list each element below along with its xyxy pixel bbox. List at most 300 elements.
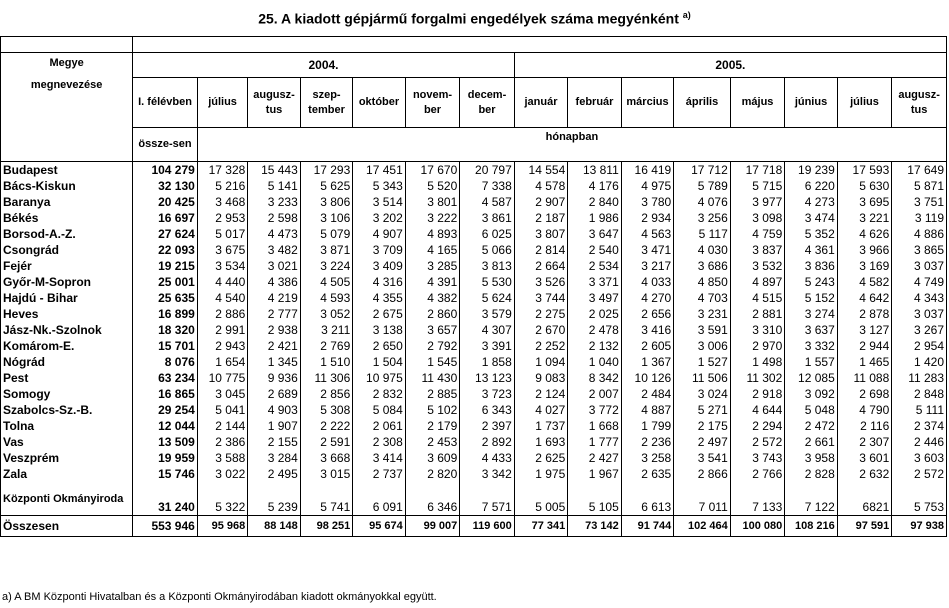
month-value: 4 316 [353, 274, 405, 290]
month-value: 4 361 [785, 242, 837, 258]
table-row [1, 322, 947, 338]
month-value: 2 598 [248, 210, 300, 226]
month-value: 1 737 [514, 418, 568, 434]
first-half-total: 25 635 [133, 290, 198, 306]
header-month: július [197, 78, 247, 128]
month-value: 2 236 [621, 434, 673, 450]
month-value: 4 027 [514, 402, 568, 418]
month-value: 2 664 [514, 258, 568, 274]
month-value: 4 219 [248, 290, 300, 306]
county-name: Bács-Kiskun [1, 178, 133, 194]
month-value: 4 307 [460, 322, 515, 338]
month-value: 3 127 [837, 322, 892, 338]
month-value: 2 661 [785, 434, 837, 450]
month-value: 10 775 [197, 370, 247, 386]
month-value: 73 142 [568, 516, 622, 537]
month-value: 2 792 [405, 338, 460, 354]
month-value: 3 332 [785, 338, 837, 354]
month-value: 3 871 [300, 242, 352, 258]
month-value: 17 649 [892, 162, 947, 179]
month-value: 108 216 [785, 516, 837, 537]
month-value: 5 079 [300, 226, 352, 242]
month-value: 3 657 [405, 322, 460, 338]
county-name: Jász-Nk.-Szolnok [1, 322, 133, 338]
month-value: 3 723 [460, 386, 515, 402]
month-value: 3 603 [892, 450, 947, 466]
county-name: Baranya [1, 194, 133, 210]
first-half-total: 15 746 [133, 466, 198, 482]
first-half-total: 63 234 [133, 370, 198, 386]
county-name: Budapest [1, 162, 133, 179]
month-value: 2 881 [730, 306, 785, 322]
month-value: 1 654 [197, 354, 247, 370]
month-value: 3 861 [460, 210, 515, 226]
month-value: 4 644 [730, 402, 785, 418]
month-value: 10 126 [621, 370, 673, 386]
month-value: 4 563 [621, 226, 673, 242]
month-value: 7 122 [785, 482, 837, 516]
month-value: 3 686 [674, 258, 731, 274]
month-value: 4 975 [621, 178, 673, 194]
month-value: 13 123 [460, 370, 515, 386]
month-value: 20 797 [460, 162, 515, 179]
county-name: Győr-M-Sopron [1, 274, 133, 290]
table-row [1, 434, 947, 450]
table-row [1, 386, 947, 402]
month-value: 5 005 [514, 482, 568, 516]
county-name: Vas [1, 434, 133, 450]
month-value: 4 176 [568, 178, 622, 194]
header-month: október [353, 78, 405, 128]
month-value: 4 386 [248, 274, 300, 290]
table-row [1, 466, 947, 482]
month-value: 2 670 [514, 322, 568, 338]
table-row [1, 370, 947, 386]
month-value: 4 165 [405, 242, 460, 258]
month-value: 4 703 [674, 290, 731, 306]
month-value: 19 239 [785, 162, 837, 179]
month-value: 5 625 [300, 178, 352, 194]
month-value: 5 753 [892, 482, 947, 516]
month-value: 3 119 [892, 210, 947, 226]
first-half-total: 8 076 [133, 354, 198, 370]
month-value: 2 814 [514, 242, 568, 258]
year-2005-header: 2005. [514, 53, 946, 78]
first-half-total: 104 279 [133, 162, 198, 179]
month-value: 4 642 [837, 290, 892, 306]
table-row [1, 402, 947, 418]
month-value: 7 133 [730, 482, 785, 516]
month-value: 3 474 [785, 210, 837, 226]
month-value: 16 419 [621, 162, 673, 179]
table-title [0, 0, 949, 36]
month-value: 3 021 [248, 258, 300, 274]
month-value: 3 037 [892, 306, 947, 322]
month-value: 119 600 [460, 516, 515, 537]
month-value: 17 712 [674, 162, 731, 179]
month-value: 1 040 [568, 354, 622, 370]
month-value: 3 695 [837, 194, 892, 210]
month-value: 5 216 [197, 178, 247, 194]
month-value: 4 903 [248, 402, 300, 418]
header-megye: Megye [49, 57, 84, 69]
month-value: 1 504 [353, 354, 405, 370]
month-value: 2 495 [248, 466, 300, 482]
month-value: 3 284 [248, 450, 300, 466]
month-value: 4 433 [460, 450, 515, 466]
month-value: 3 532 [730, 258, 785, 274]
month-value: 100 080 [730, 516, 785, 537]
month-value: 2 308 [353, 434, 405, 450]
month-value: 2 374 [892, 418, 947, 434]
table-row [1, 178, 947, 194]
month-value: 5 117 [674, 226, 731, 242]
month-value: 2 132 [568, 338, 622, 354]
month-value: 5 141 [248, 178, 300, 194]
month-value: 3 801 [405, 194, 460, 210]
month-value: 3 468 [197, 194, 247, 210]
table-row [1, 242, 947, 258]
month-value: 4 273 [785, 194, 837, 210]
month-value: 4 587 [460, 194, 515, 210]
table-row [1, 418, 947, 434]
month-value: 2 155 [248, 434, 300, 450]
month-value: 17 670 [405, 162, 460, 179]
month-value: 2 689 [248, 386, 300, 402]
month-value: 1 986 [568, 210, 622, 226]
month-value: 3 958 [785, 450, 837, 466]
month-value: 5 871 [892, 178, 947, 194]
month-value: 3 045 [197, 386, 247, 402]
month-value: 2 453 [405, 434, 460, 450]
header-month: novem-ber [405, 78, 460, 128]
month-value: 1 094 [514, 354, 568, 370]
month-value: 1 777 [568, 434, 622, 450]
month-value: 5 308 [300, 402, 352, 418]
month-value: 13 811 [568, 162, 622, 179]
month-value: 95 968 [197, 516, 247, 537]
month-value: 5 102 [405, 402, 460, 418]
month-value: 3 224 [300, 258, 352, 274]
county-name: Nógrád [1, 354, 133, 370]
month-value: 2 866 [674, 466, 731, 482]
month-value: 5 520 [405, 178, 460, 194]
month-value: 1 367 [621, 354, 673, 370]
month-value: 3 098 [730, 210, 785, 226]
table-row [1, 290, 947, 306]
month-value: 2 840 [568, 194, 622, 210]
month-value: 3 709 [353, 242, 405, 258]
month-value: 4 515 [730, 290, 785, 306]
month-value: 2 025 [568, 306, 622, 322]
first-half-total: 16 865 [133, 386, 198, 402]
month-value: 2 737 [353, 466, 405, 482]
table-body [1, 162, 947, 537]
month-value: 1 545 [405, 354, 460, 370]
month-value: 2 918 [730, 386, 785, 402]
month-value: 6 091 [353, 482, 405, 516]
month-value: 3 744 [514, 290, 568, 306]
month-value: 17 451 [353, 162, 405, 179]
month-value: 3 526 [514, 274, 568, 290]
month-value: 2 848 [892, 386, 947, 402]
month-value: 3 211 [300, 322, 352, 338]
month-value: 102 464 [674, 516, 731, 537]
month-value: 3 006 [674, 338, 731, 354]
month-value: 7 338 [460, 178, 515, 194]
month-value: 3 416 [621, 322, 673, 338]
month-value: 4 578 [514, 178, 568, 194]
month-value: 4 593 [300, 290, 352, 306]
first-half-total: 32 130 [133, 178, 198, 194]
month-value: 4 343 [892, 290, 947, 306]
month-value: 2 534 [568, 258, 622, 274]
header-megnevezese: megnevezése [30, 79, 103, 91]
month-value: 5 530 [460, 274, 515, 290]
month-value: 3 836 [785, 258, 837, 274]
month-value: 4 030 [674, 242, 731, 258]
month-value: 17 328 [197, 162, 247, 179]
month-value: 9 083 [514, 370, 568, 386]
month-value: 5 789 [674, 178, 731, 194]
month-value: 5 111 [892, 402, 947, 418]
month-value: 3 637 [785, 322, 837, 338]
month-value: 2 907 [514, 194, 568, 210]
month-value: 6 613 [621, 482, 673, 516]
header-first-half: I. félévben [133, 78, 198, 128]
county-name: Borsod-A.-Z. [1, 226, 133, 242]
table-row [1, 162, 947, 179]
month-value: 2 222 [300, 418, 352, 434]
title-text: 25. A kiadott gépjármű forgalmi engedélyek száma megyénként [258, 10, 679, 27]
month-value: 2 497 [674, 434, 731, 450]
month-value: 3 222 [405, 210, 460, 226]
table-row [1, 354, 947, 370]
month-value: 3 837 [730, 242, 785, 258]
month-value: 2 472 [785, 418, 837, 434]
county-name: Heves [1, 306, 133, 322]
month-value: 14 554 [514, 162, 568, 179]
month-value: 2 252 [514, 338, 568, 354]
month-value: 2 275 [514, 306, 568, 322]
month-value: 4 749 [892, 274, 947, 290]
county-name: Somogy [1, 386, 133, 402]
county-name: Tolna [1, 418, 133, 434]
header-month: január [514, 78, 568, 128]
month-value: 2 769 [300, 338, 352, 354]
month-value: 4 907 [353, 226, 405, 242]
county-name: Zala [1, 466, 133, 482]
month-value: 2 386 [197, 434, 247, 450]
county-header [1, 53, 133, 162]
month-value: 2 820 [405, 466, 460, 482]
header-month: június [785, 78, 837, 128]
first-half-total: 15 701 [133, 338, 198, 354]
table-row [1, 450, 947, 466]
month-value: 3 217 [621, 258, 673, 274]
month-value: 6821 [837, 482, 892, 516]
data-table [0, 36, 947, 537]
month-value: 2 766 [730, 466, 785, 482]
month-value: 5 715 [730, 178, 785, 194]
month-value: 4 850 [674, 274, 731, 290]
month-value: 3 579 [460, 306, 515, 322]
table-row [1, 516, 947, 537]
month-value: 12 085 [785, 370, 837, 386]
month-value: 97 591 [837, 516, 892, 537]
county-name: Szabolcs-Sz.-B. [1, 402, 133, 418]
month-value: 2 572 [892, 466, 947, 482]
month-value: 3 310 [730, 322, 785, 338]
first-half-total: 20 425 [133, 194, 198, 210]
month-value: 97 938 [892, 516, 947, 537]
month-value: 5 271 [674, 402, 731, 418]
year-2004-header: 2004. [133, 53, 515, 78]
month-value: 2 856 [300, 386, 352, 402]
month-value: 5 624 [460, 290, 515, 306]
month-value: 4 626 [837, 226, 892, 242]
month-value: 2 540 [568, 242, 622, 258]
month-value: 2 832 [353, 386, 405, 402]
month-value: 3 977 [730, 194, 785, 210]
month-value: 3 221 [837, 210, 892, 226]
month-value: 2 397 [460, 418, 515, 434]
header-month: decem-ber [460, 78, 515, 128]
month-value: 3 541 [674, 450, 731, 466]
table-row [1, 194, 947, 210]
first-half-total: 12 044 [133, 418, 198, 434]
month-value: 11 306 [300, 370, 352, 386]
month-value: 4 382 [405, 290, 460, 306]
month-value: 88 148 [248, 516, 300, 537]
month-value: 7 571 [460, 482, 515, 516]
first-half-total: 19 959 [133, 450, 198, 466]
first-half-total: 13 509 [133, 434, 198, 450]
month-value: 3 647 [568, 226, 622, 242]
county-name: Komárom-E. [1, 338, 133, 354]
first-half-total: 25 001 [133, 274, 198, 290]
month-value: 2 934 [621, 210, 673, 226]
month-value: 2 991 [197, 322, 247, 338]
month-value: 2 828 [785, 466, 837, 482]
month-value: 3 052 [300, 306, 352, 322]
header-month: szep-tember [300, 78, 352, 128]
month-value: 1 907 [248, 418, 300, 434]
header-honapban: hónapban [197, 128, 946, 162]
month-value: 5 017 [197, 226, 247, 242]
month-value: 5 243 [785, 274, 837, 290]
table-row [1, 274, 947, 290]
month-value: 2 885 [405, 386, 460, 402]
month-value: 2 478 [568, 322, 622, 338]
month-value: 3 751 [892, 194, 947, 210]
first-half-total: 27 624 [133, 226, 198, 242]
month-value: 2 446 [892, 434, 947, 450]
month-value: 2 886 [197, 306, 247, 322]
month-value: 4 893 [405, 226, 460, 242]
month-value: 2 124 [514, 386, 568, 402]
month-value: 2 061 [353, 418, 405, 434]
header-month: május [730, 78, 785, 128]
month-value: 3 037 [892, 258, 947, 274]
month-value: 1 693 [514, 434, 568, 450]
month-value: 15 443 [248, 162, 300, 179]
month-value: 4 582 [837, 274, 892, 290]
month-value: 2 860 [405, 306, 460, 322]
footnote: a) A BM Központi Hivatalban és a Központi Okmányirodában kiadott okmányokkal együtt. [2, 591, 437, 603]
month-value: 5 630 [837, 178, 892, 194]
month-value: 98 251 [300, 516, 352, 537]
month-value: 3 966 [837, 242, 892, 258]
month-value: 3 497 [568, 290, 622, 306]
month-value: 10 975 [353, 370, 405, 386]
first-half-total: 19 215 [133, 258, 198, 274]
month-value: 2 007 [568, 386, 622, 402]
month-value: 3 371 [568, 274, 622, 290]
month-value: 3 024 [674, 386, 731, 402]
month-value: 3 342 [460, 466, 515, 482]
month-value: 3 106 [300, 210, 352, 226]
month-value: 2 632 [837, 466, 892, 482]
county-name: Hajdú - Bihar [1, 290, 133, 306]
month-value: 9 936 [248, 370, 300, 386]
month-value: 1 498 [730, 354, 785, 370]
month-value: 1 799 [621, 418, 673, 434]
month-value: 17 718 [730, 162, 785, 179]
month-value: 91 744 [621, 516, 673, 537]
month-value: 11 430 [405, 370, 460, 386]
county-name: Csongrád [1, 242, 133, 258]
month-value: 2 294 [730, 418, 785, 434]
month-value: 1 465 [837, 354, 892, 370]
title-footnote-mark: a) [682, 10, 691, 20]
month-value: 4 076 [674, 194, 731, 210]
month-value: 2 698 [837, 386, 892, 402]
table-row [1, 338, 947, 354]
month-value: 4 440 [197, 274, 247, 290]
first-half-total: 22 093 [133, 242, 198, 258]
header-month: április [674, 78, 731, 128]
month-value: 3 233 [248, 194, 300, 210]
month-value: 3 022 [197, 466, 247, 482]
month-value: 3 588 [197, 450, 247, 466]
month-value: 5 343 [353, 178, 405, 194]
month-value: 2 954 [892, 338, 947, 354]
month-value: 1 510 [300, 354, 352, 370]
month-value: 3 534 [197, 258, 247, 274]
first-half-total: 31 240 [133, 482, 198, 516]
month-value: 2 572 [730, 434, 785, 450]
month-value: 4 790 [837, 402, 892, 418]
month-value: 3 231 [674, 306, 731, 322]
month-value: 1 975 [514, 466, 568, 482]
month-value: 1 668 [568, 418, 622, 434]
month-value: 3 138 [353, 322, 405, 338]
month-header-row [1, 78, 947, 128]
month-value: 3 668 [300, 450, 352, 466]
month-value: 1 527 [674, 354, 731, 370]
month-value: 2 650 [353, 338, 405, 354]
month-value: 5 239 [248, 482, 300, 516]
month-value: 5 066 [460, 242, 515, 258]
month-value: 3 274 [785, 306, 837, 322]
month-value: 5 322 [197, 482, 247, 516]
month-value: 2 427 [568, 450, 622, 466]
month-value: 1 858 [460, 354, 515, 370]
month-value: 6 220 [785, 178, 837, 194]
first-half-total: 18 320 [133, 322, 198, 338]
month-value: 4 355 [353, 290, 405, 306]
